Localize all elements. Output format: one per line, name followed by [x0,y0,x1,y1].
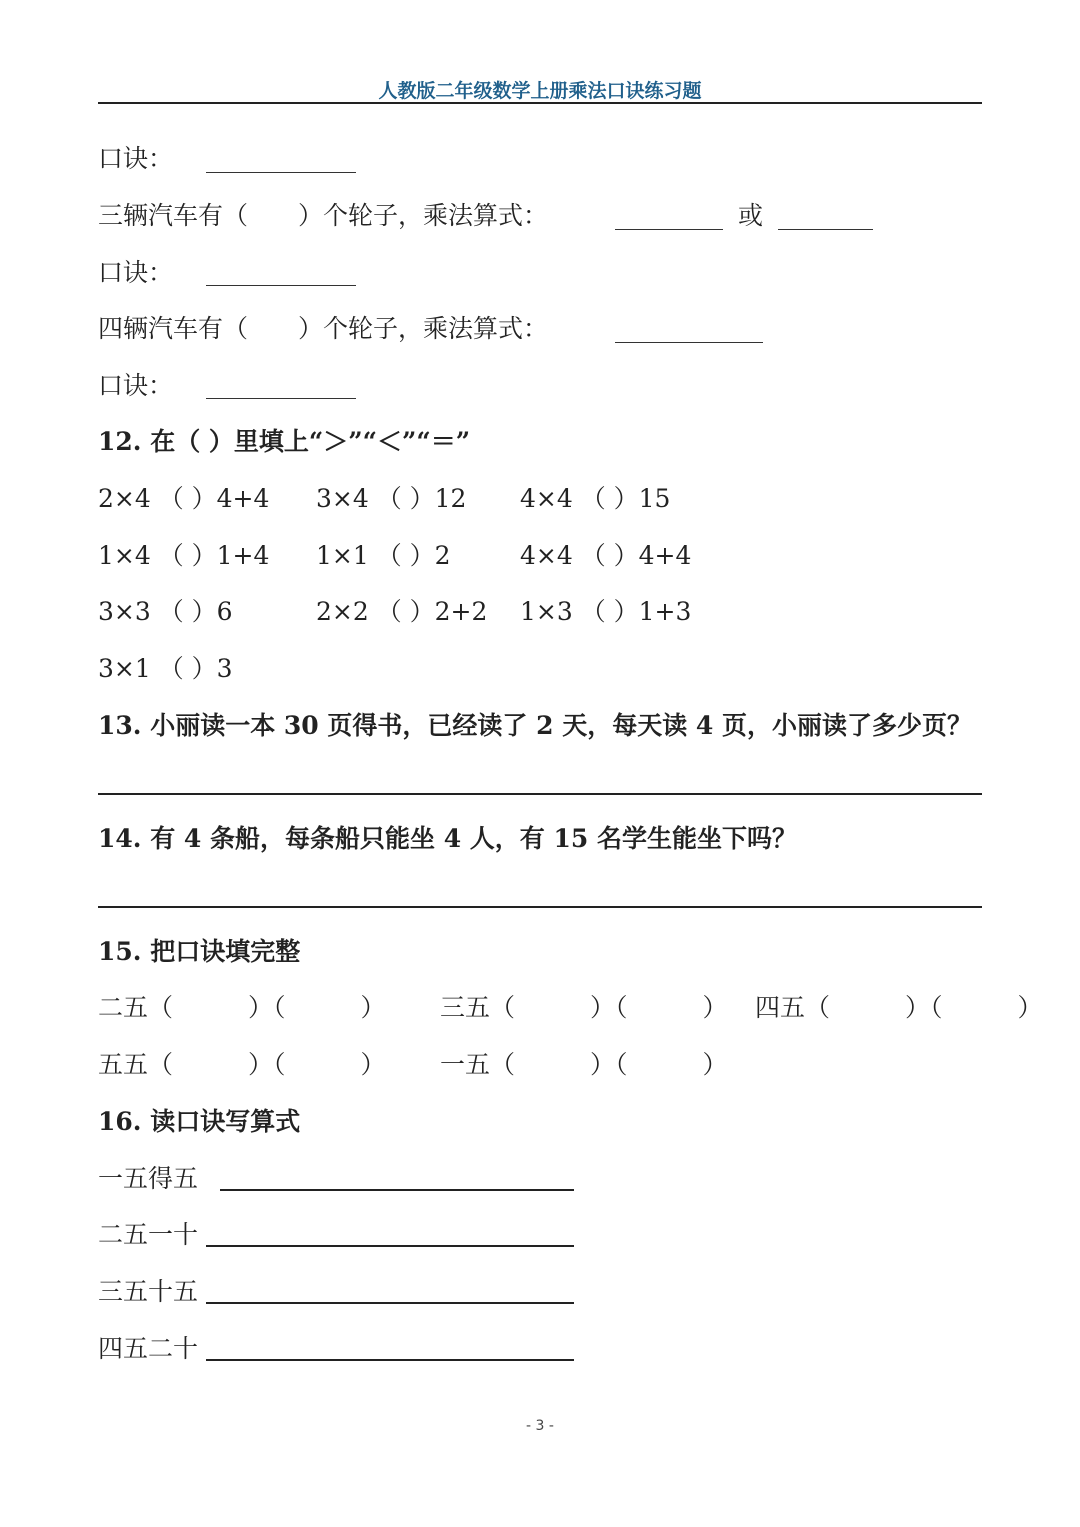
q12-item[interactable]: 3×1 （ ）3 [98,654,233,683]
koujue-blank-1[interactable] [206,172,356,173]
four-cars-text: 四辆汽车有（ ）个轮子，乘法算式： [98,314,549,343]
q16-title: 16. 读口诀写算式 [98,1107,301,1136]
q15-item[interactable]: 一五（ ）（ ） [440,1050,728,1079]
q16-answer-line-2[interactable] [206,1245,574,1247]
q14-answer-line[interactable] [98,906,982,908]
q15-item[interactable]: 三五（ ）（ ） [440,993,728,1022]
q13-answer-line[interactable] [98,793,982,795]
q12-item[interactable]: 4×4 （ ）15 [520,484,671,513]
q15-item[interactable]: 五五（ ）（ ） [98,1050,386,1079]
q16-answer-line-3[interactable] [206,1302,574,1304]
q12-item[interactable]: 1×4 （ ）1+4 [98,541,270,570]
q12-item[interactable]: 2×2 （ ）2+2 [316,597,488,626]
q15-item[interactable]: 四五（ ）（ ） [755,993,1043,1022]
q16-item-label: 二五一十 [98,1220,199,1249]
q16-answer-line-4[interactable] [206,1359,574,1361]
page-number: - 3 - [526,1418,554,1434]
q12-item[interactable]: 3×3 （ ）6 [98,597,233,626]
q12-title: 12. 在（ ）里填上“＞”“＜”“＝” [98,427,471,456]
q16-item-label: 三五十五 [98,1277,199,1306]
header-divider [98,102,982,104]
three-cars-formula-blank-2[interactable] [778,229,873,230]
q12-item[interactable]: 1×3 （ ）1+3 [520,597,692,626]
page-header-title: 人教版二年级数学上册乘法口诀练习题 [378,80,702,102]
koujue-blank-2[interactable] [206,285,356,286]
three-cars-formula-blank-1[interactable] [615,229,723,230]
q15-title: 15. 把口诀填完整 [98,937,301,966]
q16-item-label: 四五二十 [98,1334,199,1363]
four-cars-formula-blank[interactable] [615,342,763,343]
koujue-blank-3[interactable] [206,398,356,399]
koujue-label-2: 口诀： [98,258,174,287]
or-label: 或 [738,201,764,230]
q12-item[interactable]: 3×4 （ ）12 [316,484,467,513]
q12-item[interactable]: 2×4 （ ）4+4 [98,484,270,513]
q12-item[interactable]: 1×1 （ ）2 [316,541,451,570]
q14-title: 14. 有 4 条船，每条船只能坐 4 人，有 15 名学生能坐下吗？ [98,824,798,853]
koujue-label-1: 口诀： [98,144,174,173]
q16-answer-line-1[interactable] [220,1189,574,1191]
koujue-label-3: 口诀： [98,371,174,400]
three-cars-text: 三辆汽车有（ ）个轮子，乘法算式： [98,201,549,230]
q12-item[interactable]: 4×4 （ ）4+4 [520,541,692,570]
q16-item-label: 一五得五 [98,1164,199,1193]
q15-item[interactable]: 二五（ ）（ ） [98,993,386,1022]
q13-title: 13. 小丽读一本 30 页得书，已经读了 2 天，每天读 4 页，小丽读了多少页？ [98,711,973,740]
